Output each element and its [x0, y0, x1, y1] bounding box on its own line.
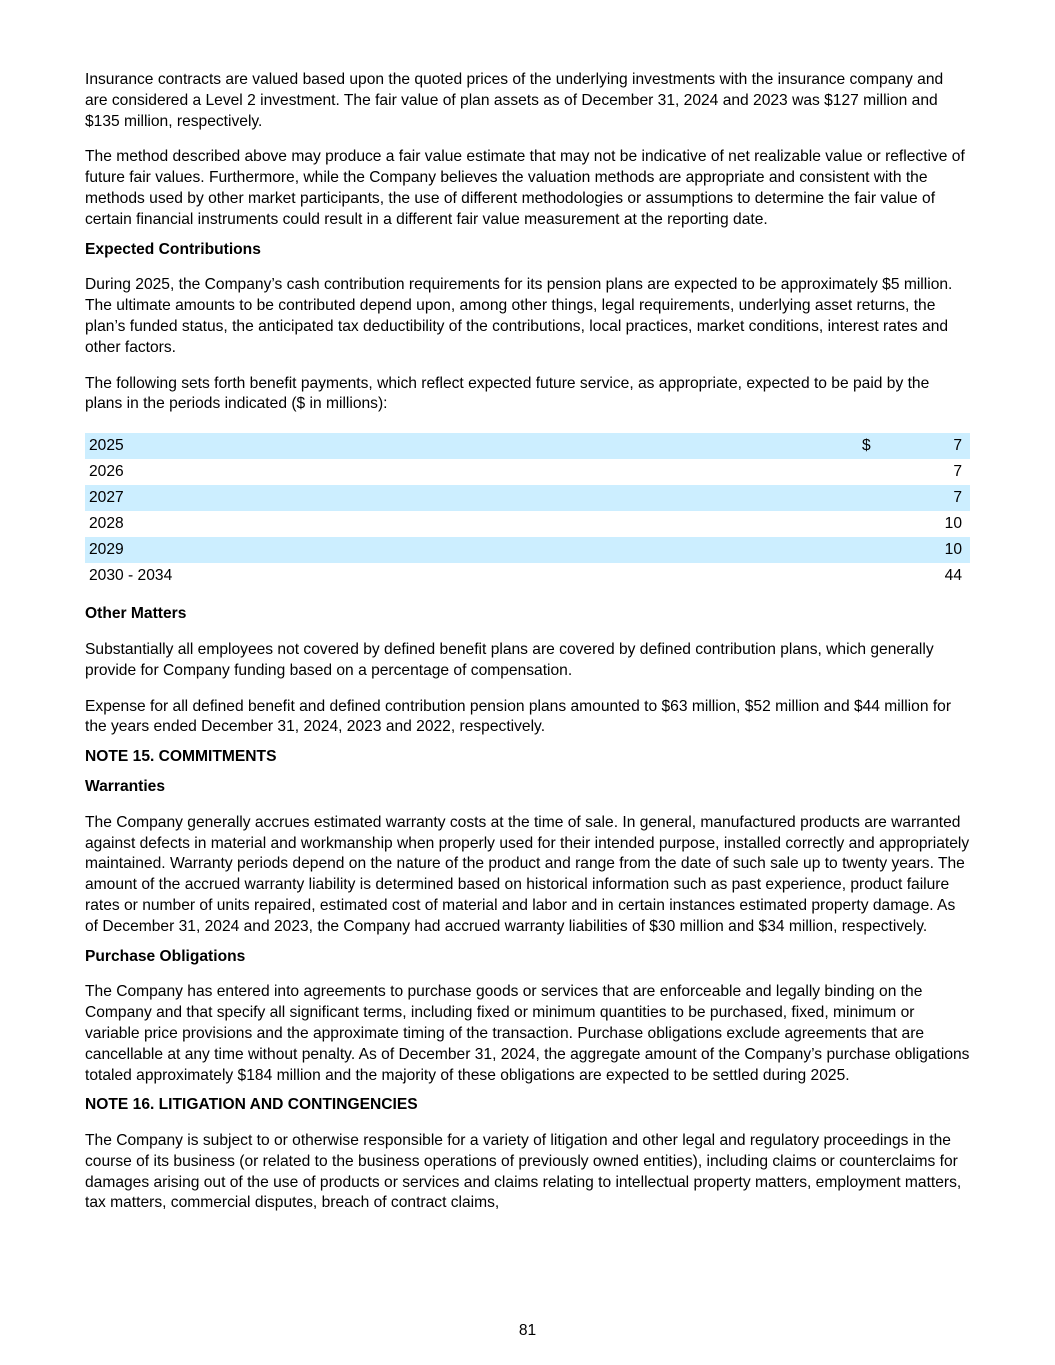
amount-cell: 10 [892, 537, 970, 563]
currency-cell: $ [862, 433, 892, 459]
table-row [85, 563, 970, 589]
warranties-paragraph: The Company generally accrues estimated warranty costs at the time of sale. In general, manufactured products are warranted against defects in material and workmanship when properly used for their intended purpose, installed correctly and appropriately maintained. Warranty periods depend on the nature of the product and range from the date of such sale up to twenty years. The amount of the accrued warranty liability is determined based on historical information such as past experience, product failure rates or number of units repaired, estimated cost of material and labor and in certain instances estimated property damage. As of December 31, 2024 and 2023, the Company had accrued warranty liabilities of $30 million and $34 million, respectively. [85, 813, 970, 935]
expense-paragraph: Expense for all defined benefit and defined contribution pension plans amounted to $63 million, $52 million and $44 million for the years ended December 31, 2024, 2023 and 2022, respectively. [85, 697, 952, 736]
benefit-payments-table [85, 433, 970, 589]
currency-cell [862, 511, 892, 537]
insurance-paragraph: Insurance contracts are valued based upon the quoted prices of the underlying investments with the insurance company and are considered a Level 2 investment. The fair value of plan assets as of December 31, 2024 and 2023 was $127 million and $135 million, respectively. [85, 71, 944, 130]
benefit-intro-paragraph: The following sets forth benefit payments, which reflect expected future service, as appropriate, expected to be paid by the plans in the periods indicated ($ in millions): [85, 374, 930, 413]
table-row [85, 511, 970, 537]
litigation-paragraph: The Company is subject to or otherwise responsible for a variety of litigation and other legal and regulatory proceedings in the course of its business (or related to the business operations of previously owned entities), including claims or counterclaims for damages arising out of the use of products or services and claims relating to intellectual property matters, employment matters, tax matters, commercial disputes, breach of contract claims, [85, 1132, 962, 1212]
contributions-paragraph: During 2025, the Company’s cash contribution requirements for its pension plans are expected to be approximately $5 million. The ultimate amounts to be contributed depend upon, among other things, legal requirements, underlying asset returns, the plan’s funded status, the anticipated tax deductibility of the contributions, local practices, market conditions, interest rates and other factors. [85, 276, 953, 356]
method-paragraph: The method described above may produce a fair value estimate that may not be indicative of net realizable value or reflective of future fair values. Furthermore, while the Company believes the valuation methods are appropriate and consistent with the methods used by other market participants, the use of different methodologies or assumptions to determine the fair value of certain financial instruments could result in a different fair value measurement at the reporting date. [85, 148, 965, 228]
table-row [85, 459, 970, 485]
year-cell: 2029 [85, 537, 862, 563]
page-number: 81 [518, 1322, 537, 1339]
warranties-heading: Warranties [85, 777, 166, 795]
document-page [85, 70, 970, 1214]
year-cell: 2027 [85, 485, 862, 511]
currency-cell [862, 537, 892, 563]
amount-cell: 44 [944, 566, 962, 584]
year-cell: 2025 [85, 433, 862, 459]
table-row [85, 485, 970, 511]
table-row [85, 537, 970, 563]
amount-cell: 7 [892, 485, 970, 511]
year-cell: 2030 - 2034 [89, 566, 173, 584]
purchase-obligations-paragraph: The Company has entered into agreements to purchase goods or services that are enforceable and legally binding on the Company and that specify all significant terms, including fixed or minimum quantities to be purchased, fixed, minimum or variable price provisions and the approximate timing of the transaction. Purchase obligations exclude agreements that are cancellable at any time without penalty. As of December 31, 2024, the aggregate amount of the Company’s purchase obligations totaled approximately $184 million and the majority of these obligations are expected to be settled during 2025. [85, 983, 970, 1084]
amount-cell: 7 [953, 462, 962, 480]
note-15-heading: NOTE 15. COMMITMENTS [85, 748, 277, 766]
year-cell: 2026 [89, 462, 124, 480]
other-matters-heading: Other Matters [85, 605, 187, 623]
year-cell: 2028 [89, 514, 124, 532]
currency-cell [862, 459, 892, 485]
note-16-heading: NOTE 16. LITIGATION AND CONTINGENCIES [85, 1096, 418, 1114]
expected-contributions-heading: Expected Contributions [85, 240, 261, 258]
defined-contribution-paragraph: Substantially all employees not covered by defined benefit plans are covered by defined contribution plans, which generally provide for Company funding based on a percentage of compensation. [85, 640, 934, 679]
currency-cell [862, 485, 892, 511]
amount-cell: 7 [892, 433, 970, 459]
amount-cell: 10 [944, 514, 962, 532]
currency-cell [862, 563, 892, 589]
purchase-obligations-heading: Purchase Obligations [85, 947, 246, 965]
table-row [85, 433, 970, 459]
